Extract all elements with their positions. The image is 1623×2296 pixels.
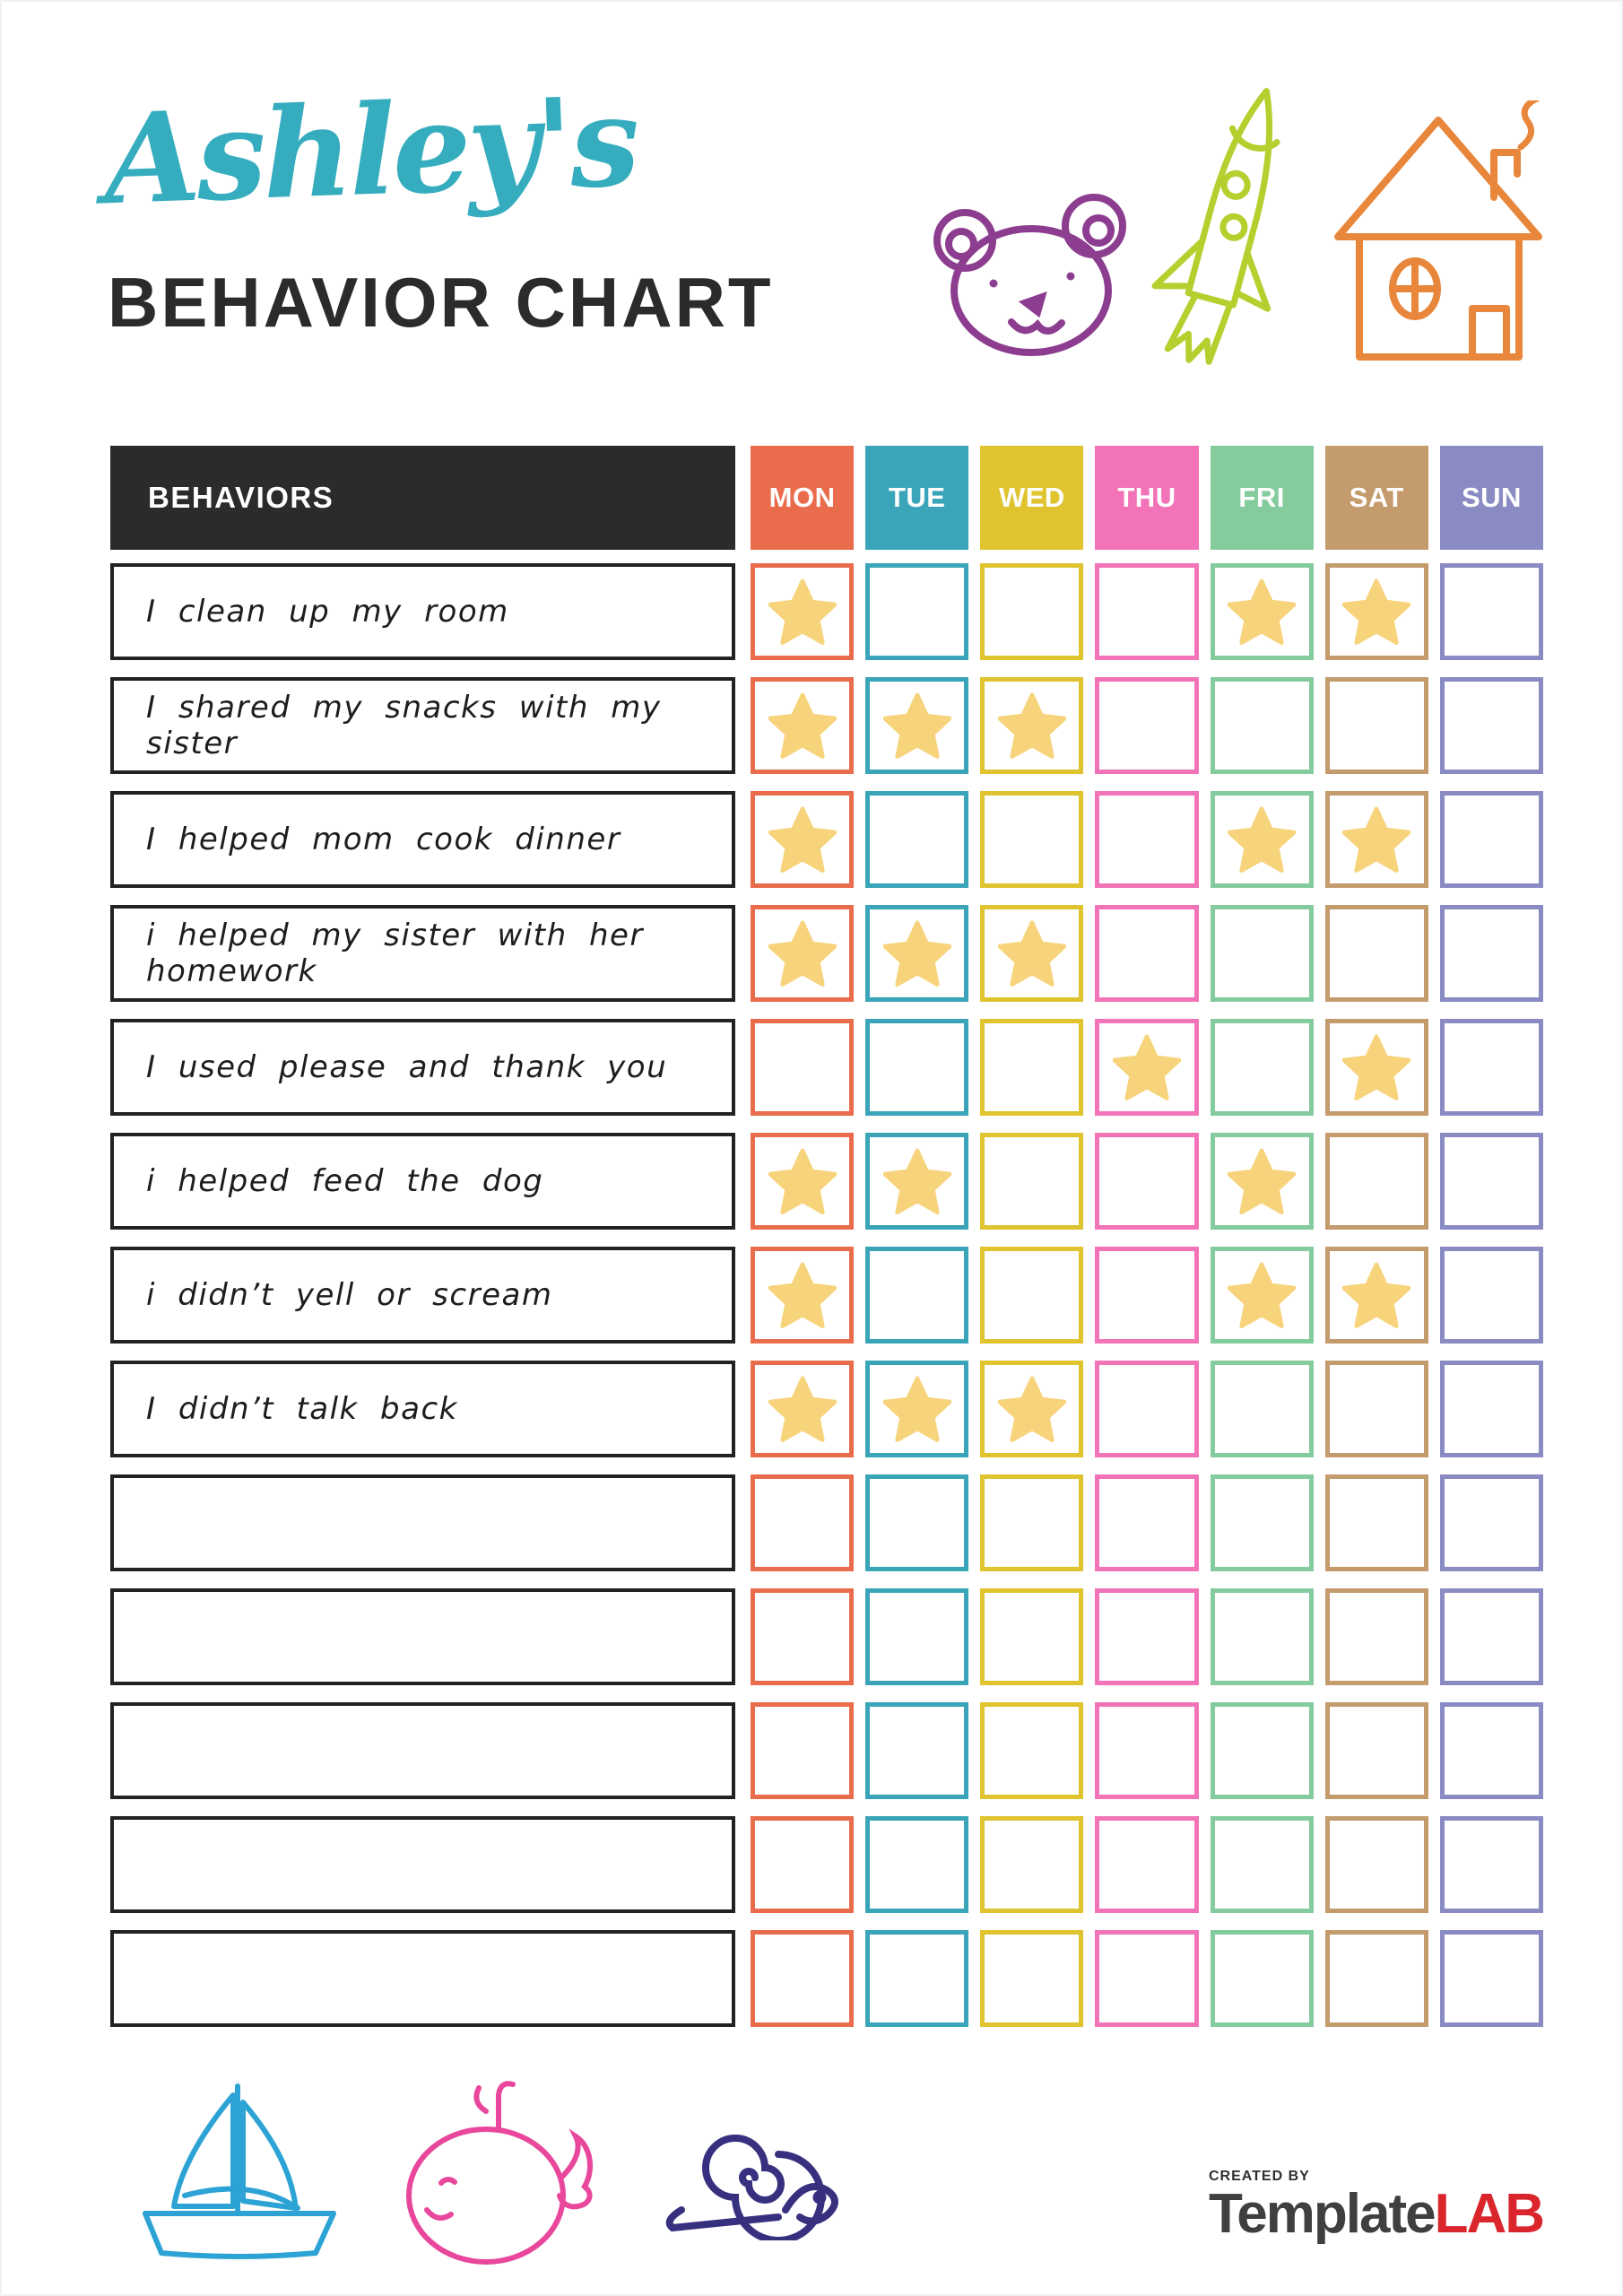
- chart-cell-sun[interactable]: [1440, 1474, 1543, 1571]
- star-icon: [1342, 1261, 1410, 1329]
- chart-cell-sun[interactable]: [1440, 1588, 1543, 1685]
- table-row: [110, 677, 1543, 774]
- row-cells: [751, 563, 1543, 660]
- brand-primary-text: Template: [1209, 2183, 1435, 2245]
- chart-cell-tue[interactable]: [865, 905, 968, 1002]
- chart-cell-tue[interactable]: [865, 1019, 968, 1116]
- chart-cell-thu[interactable]: [1095, 905, 1198, 1002]
- day-headers: [751, 446, 1543, 550]
- behaviors-column-header: BEHAVIORS: [110, 446, 735, 550]
- chart-cell-fri[interactable]: [1211, 1474, 1314, 1571]
- chart-cell-mon[interactable]: [751, 1474, 854, 1571]
- chart-cell-thu[interactable]: [1095, 1588, 1198, 1685]
- star-icon: [1342, 578, 1410, 646]
- star-icon: [768, 919, 837, 987]
- behavior-label: [110, 1930, 735, 2027]
- chart-cell-tue[interactable]: [865, 1816, 968, 1913]
- chart-cell-fri[interactable]: [1211, 563, 1314, 660]
- star-icon: [998, 691, 1066, 760]
- chart-cell-wed[interactable]: [980, 1019, 1083, 1116]
- chart-cell-tue[interactable]: [865, 1361, 968, 1457]
- table-row: [110, 1474, 1543, 1571]
- chart-cell-wed[interactable]: [980, 791, 1083, 888]
- behavior-label: [110, 1588, 735, 1685]
- chart-cell-sun[interactable]: [1440, 677, 1543, 774]
- behavior-label: [110, 1702, 735, 1799]
- table-row: [110, 905, 1543, 1002]
- chart-cell-tue[interactable]: [865, 1702, 968, 1799]
- star-icon: [998, 919, 1066, 987]
- chart-cell-fri[interactable]: [1211, 905, 1314, 1002]
- chart-cell-wed[interactable]: [980, 677, 1083, 774]
- whale-icon: [391, 2056, 613, 2269]
- table-row: [110, 1247, 1543, 1344]
- rocket-icon: [1146, 75, 1311, 391]
- row-cells: [751, 1019, 1543, 1116]
- star-icon: [768, 805, 837, 874]
- chart-cell-thu[interactable]: [1095, 1474, 1198, 1571]
- chart-cell-tue[interactable]: [865, 791, 968, 888]
- chart-cell-wed[interactable]: [980, 905, 1083, 1002]
- chart-cell-mon[interactable]: [751, 905, 854, 1002]
- chart-rows: [110, 563, 1543, 2027]
- table-row: [110, 1133, 1543, 1230]
- chart-cell-fri[interactable]: [1211, 1588, 1314, 1685]
- star-icon: [883, 691, 951, 760]
- chart-cell-tue[interactable]: [865, 563, 968, 660]
- chart-cell-sat[interactable]: [1325, 1474, 1428, 1571]
- chart-cell-wed[interactable]: [980, 1247, 1083, 1344]
- chart-cell-sat[interactable]: [1325, 905, 1428, 1002]
- behavior-label: i didn’t yell or scream: [110, 1247, 735, 1344]
- chart-cell-sun[interactable]: [1440, 1019, 1543, 1116]
- snail-icon: [644, 2122, 857, 2240]
- chart-cell-fri[interactable]: [1211, 1930, 1314, 2027]
- behavior-label: I clean up my room: [110, 563, 735, 660]
- star-icon: [883, 919, 951, 987]
- chart-cell-mon[interactable]: [751, 1133, 854, 1230]
- chart-cell-sun[interactable]: [1440, 563, 1543, 660]
- star-icon: [768, 1147, 837, 1215]
- chart-cell-fri[interactable]: [1211, 1133, 1314, 1230]
- chart-cell-mon[interactable]: [751, 1247, 854, 1344]
- chart-cell-fri[interactable]: [1211, 1247, 1314, 1344]
- chart-cell-thu[interactable]: [1095, 1133, 1198, 1230]
- chart-cell-fri[interactable]: [1211, 791, 1314, 888]
- chart-cell-fri[interactable]: [1211, 677, 1314, 774]
- behavior-label: I didn’t talk back: [110, 1361, 735, 1457]
- day-header-sun: SUN: [1440, 446, 1543, 550]
- chart-cell-tue[interactable]: [865, 1133, 968, 1230]
- brand-wordmark: [1209, 2185, 1543, 2243]
- star-icon: [998, 1375, 1066, 1443]
- chart-cell-sun[interactable]: [1440, 1816, 1543, 1913]
- chart-cell-wed[interactable]: [980, 1588, 1083, 1685]
- chart-cell-sat[interactable]: [1325, 1361, 1428, 1457]
- row-cells: [751, 677, 1543, 774]
- behavior-label: I shared my snacks with my sister: [110, 677, 735, 774]
- row-cells: [751, 905, 1543, 1002]
- table-row: [110, 1588, 1543, 1685]
- chart-cell-wed[interactable]: [980, 1133, 1083, 1230]
- row-cells: [751, 1474, 1543, 1571]
- chart-cell-tue[interactable]: [865, 1588, 968, 1685]
- chart-cell-mon[interactable]: [751, 791, 854, 888]
- created-by-label: CREATED BY: [1209, 2169, 1310, 2184]
- chart-cell-thu[interactable]: [1095, 1930, 1198, 2027]
- day-header-tue: TUE: [865, 446, 968, 550]
- page-subtitle: BEHAVIOR CHART: [108, 263, 774, 342]
- chart-cell-sat[interactable]: [1325, 1133, 1428, 1230]
- chart-cell-mon[interactable]: [751, 1588, 854, 1685]
- row-cells: [751, 1588, 1543, 1685]
- chart-cell-mon[interactable]: [751, 1816, 854, 1913]
- chart-cell-sat[interactable]: [1325, 1019, 1428, 1116]
- chart-cell-thu[interactable]: [1095, 1361, 1198, 1457]
- star-icon: [1228, 1147, 1296, 1215]
- row-cells: [751, 1133, 1543, 1230]
- chart-cell-sat[interactable]: [1325, 1702, 1428, 1799]
- chart-cell-thu[interactable]: [1095, 1247, 1198, 1344]
- chart-cell-sun[interactable]: [1440, 905, 1543, 1002]
- chart-cell-wed[interactable]: [980, 1930, 1083, 2027]
- chart-cell-sun[interactable]: [1440, 1133, 1543, 1230]
- star-icon: [768, 1375, 837, 1443]
- row-cells: [751, 1247, 1543, 1344]
- behavior-label: I helped mom cook dinner: [110, 791, 735, 888]
- star-icon: [883, 1147, 951, 1215]
- sailboat-icon: [133, 2074, 346, 2264]
- table-row: [110, 563, 1543, 660]
- day-header-wed: WED: [980, 446, 1083, 550]
- chart-cell-mon[interactable]: [751, 1019, 854, 1116]
- star-icon: [1228, 578, 1296, 646]
- bear-icon: [922, 187, 1146, 357]
- star-icon: [1113, 1033, 1181, 1101]
- chart-cell-sat[interactable]: [1325, 1247, 1428, 1344]
- chart-cell-sun[interactable]: [1440, 1247, 1543, 1344]
- star-icon: [768, 691, 837, 760]
- chart-cell-sun[interactable]: [1440, 1361, 1543, 1457]
- page-title: Ashley's: [101, 67, 639, 233]
- row-cells: [751, 1816, 1543, 1913]
- behavior-label: [110, 1474, 735, 1571]
- chart-cell-sun[interactable]: [1440, 1930, 1543, 2027]
- star-icon: [1342, 805, 1410, 874]
- brand-accent-text: LAB: [1434, 2183, 1544, 2245]
- chart-cell-thu[interactable]: [1095, 1702, 1198, 1799]
- chart-cell-fri[interactable]: [1211, 1702, 1314, 1799]
- table-row: [110, 1019, 1543, 1116]
- chart-cell-sat[interactable]: [1325, 677, 1428, 774]
- chart-cell-mon[interactable]: [751, 1930, 854, 2027]
- chart-cell-tue[interactable]: [865, 1247, 968, 1344]
- table-row: [110, 1930, 1543, 2027]
- chart-cell-sat[interactable]: [1325, 563, 1428, 660]
- chart-cell-tue[interactable]: [865, 1930, 968, 2027]
- star-icon: [883, 1375, 951, 1443]
- behavior-label: I used please and thank you: [110, 1019, 735, 1116]
- chart-cell-sun[interactable]: [1440, 1702, 1543, 1799]
- behavior-label: [110, 1816, 735, 1913]
- table-row: [110, 1361, 1543, 1457]
- day-header-sat: SAT: [1325, 446, 1428, 550]
- row-cells: [751, 1361, 1543, 1457]
- chart-cell-sat[interactable]: [1325, 1588, 1428, 1685]
- table-row: [110, 1702, 1543, 1799]
- row-cells: [751, 1702, 1543, 1799]
- chart-cell-tue[interactable]: [865, 677, 968, 774]
- chart-cell-fri[interactable]: [1211, 1816, 1314, 1913]
- behavior-label: i helped my sister with her homework: [110, 905, 735, 1002]
- day-header-thu: THU: [1095, 446, 1198, 550]
- star-icon: [768, 1261, 837, 1329]
- chart-cell-wed[interactable]: [980, 1816, 1083, 1913]
- chart-cell-mon[interactable]: [751, 563, 854, 660]
- star-icon: [1228, 1261, 1296, 1329]
- star-icon: [1342, 1033, 1410, 1101]
- chart-cell-thu[interactable]: [1095, 791, 1198, 888]
- chart-cell-sat[interactable]: [1325, 1816, 1428, 1913]
- chart-cell-sun[interactable]: [1440, 791, 1543, 888]
- table-row: [110, 791, 1543, 888]
- chart-cell-tue[interactable]: [865, 1474, 968, 1571]
- chart-cell-sat[interactable]: [1325, 791, 1428, 888]
- chart-cell-fri[interactable]: [1211, 1019, 1314, 1116]
- chart-cell-mon[interactable]: [751, 677, 854, 774]
- day-header-fri: FRI: [1211, 446, 1314, 550]
- chart-cell-wed[interactable]: [980, 1474, 1083, 1571]
- chart-cell-wed[interactable]: [980, 1361, 1083, 1457]
- chart-header: [110, 446, 1543, 550]
- star-icon: [768, 578, 837, 646]
- chart-cell-sat[interactable]: [1325, 1930, 1428, 2027]
- chart-cell-thu[interactable]: [1095, 1019, 1198, 1116]
- chart-cell-thu[interactable]: [1095, 563, 1198, 660]
- chart-cell-mon[interactable]: [751, 1702, 854, 1799]
- row-cells: [751, 791, 1543, 888]
- house-icon: [1325, 100, 1551, 366]
- chart-cell-mon[interactable]: [751, 1361, 854, 1457]
- chart-cell-fri[interactable]: [1211, 1361, 1314, 1457]
- chart-cell-wed[interactable]: [980, 563, 1083, 660]
- chart-cell-wed[interactable]: [980, 1702, 1083, 1799]
- chart-cell-thu[interactable]: [1095, 1816, 1198, 1913]
- templatelab-logo: [1209, 2169, 1543, 2243]
- star-icon: [1228, 805, 1296, 874]
- day-header-mon: MON: [751, 446, 854, 550]
- chart-cell-thu[interactable]: [1095, 677, 1198, 774]
- row-cells: [751, 1930, 1543, 2027]
- behavior-label: i helped feed the dog: [110, 1133, 735, 1230]
- table-row: [110, 1816, 1543, 1913]
